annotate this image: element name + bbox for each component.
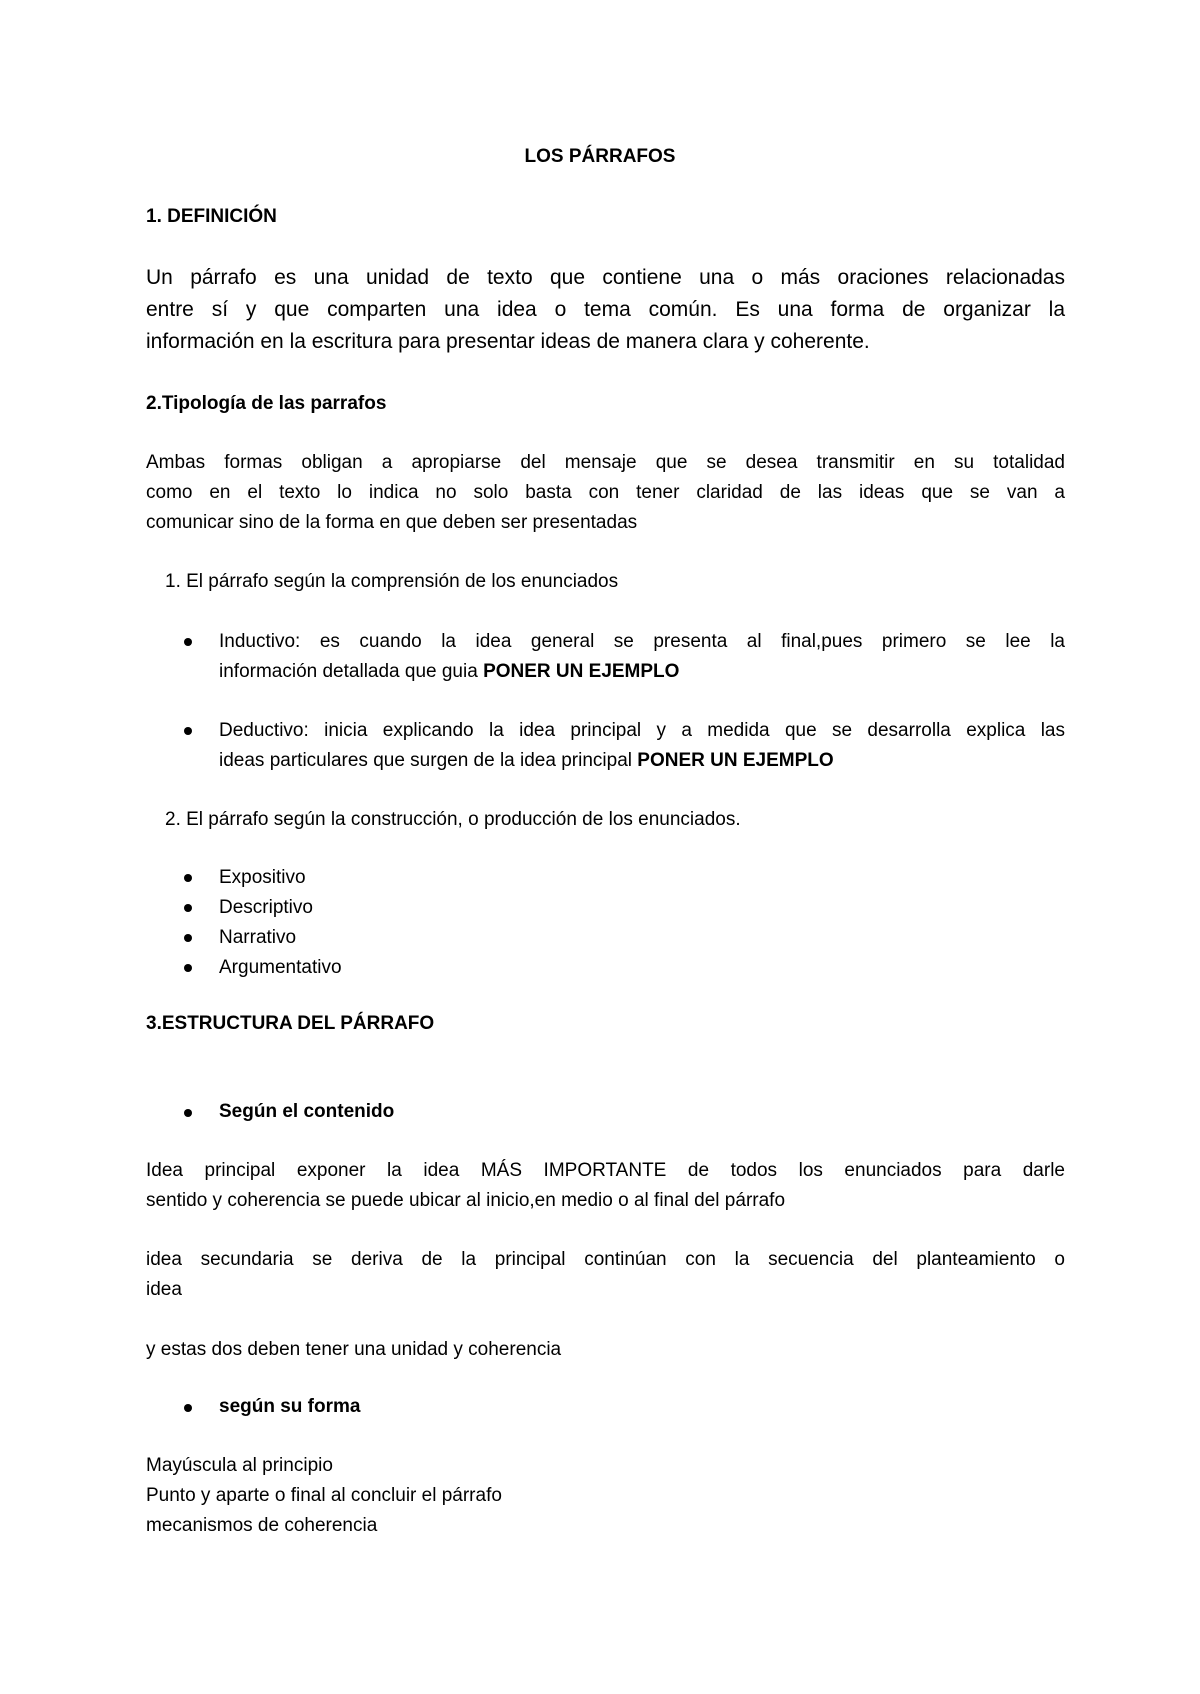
paragraph-line: como en el texto lo indica no solo basta con tener claridad de las ideas que se van a [146, 482, 1065, 503]
paragraph-line: Ambas formas obligan a apropiarse del mensaje que se desea transmitir en su totalidad [146, 452, 1065, 473]
page-title: LOS PÁRRAFOS [524, 146, 676, 167]
bullet-icon [184, 964, 192, 972]
paragraph-line: sentido y coherencia se puede ubicar al inicio,en medio o al final del párrafo [146, 1190, 786, 1211]
idea-principal-paragraph [146, 1156, 1065, 1216]
paragraph-line: Un párrafo es una unidad de texto que contiene una o más oraciones relacionadas [146, 266, 1065, 289]
list-item-narrativo: Narrativo [219, 927, 297, 948]
bullet-icon [184, 934, 192, 942]
paragraph-line: entre sí y que comparten una idea o tema común. Es una forma de organizar la [146, 298, 1065, 321]
paragraph-line: comunicar sino de la forma en que deben ser presentadas [146, 512, 638, 533]
section-heading-definicion: 1. DEFINICIÓN [146, 206, 277, 227]
paragraph-line: Idea principal exponer la idea MÁS IMPORTANTE de todos los enunciados para darle [146, 1160, 1065, 1181]
definition-paragraph [146, 262, 1065, 358]
tipologia-intro-paragraph [146, 448, 1065, 538]
numbered-item-1: 1. El párrafo según la comprensión de los enunciados [165, 571, 619, 592]
bullet-line [219, 746, 1065, 776]
forma-line: mecanismos de coherencia [146, 1515, 378, 1536]
bullet-text: información detallada que guia [219, 661, 484, 682]
bold-note: PONER UN EJEMPLO [483, 661, 680, 682]
bullet-icon [184, 904, 192, 912]
forma-line: Punto y aparte o final al concluir el párrafo [146, 1485, 502, 1506]
bold-note: PONER UN EJEMPLO [637, 750, 834, 771]
idea-secundaria-paragraph [146, 1245, 1065, 1305]
list-item-expositivo: Expositivo [219, 867, 306, 888]
bullet-inductivo [219, 627, 1065, 687]
bullet-line [219, 657, 1065, 687]
bullet-text: ideas particulares que surgen de la idea principal [219, 750, 638, 771]
bullet-line: Inductivo: es cuando la idea general se presenta al final,pues primero se lee la [219, 631, 1065, 652]
list-item-descriptivo: Descriptivo [219, 897, 313, 918]
paragraph-line: información en la escritura para presentar ideas de manera clara y coherente. [146, 330, 870, 353]
bullet-deductivo [219, 716, 1065, 776]
bullet-icon [184, 1404, 192, 1412]
bullet-icon [184, 1109, 192, 1117]
paragraph-line: idea [146, 1279, 182, 1300]
bullet-icon [184, 727, 192, 735]
bullet-icon [184, 874, 192, 882]
list-item-argumentativo: Argumentativo [219, 957, 342, 978]
subheading-contenido: Según el contenido [219, 1101, 395, 1122]
section-heading-tipologia: 2.Tipología de las parrafos [146, 393, 387, 414]
bullet-icon [184, 638, 192, 646]
section-heading-estructura: 3.ESTRUCTURA DEL PÁRRAFO [146, 1013, 435, 1034]
forma-line: Mayúscula al principio [146, 1455, 333, 1476]
numbered-item-2: 2. El párrafo según la construcción, o producción de los enunciados. [165, 809, 741, 830]
paragraph-line: idea secundaria se deriva de la principal continúan con la secuencia del planteamiento o [146, 1249, 1065, 1270]
bullet-line: Deductivo: inicia explicando la idea principal y a medida que se desarrolla explica las [219, 720, 1065, 741]
subheading-forma: según su forma [219, 1396, 361, 1417]
unidad-paragraph: y estas dos deben tener una unidad y coherencia [146, 1339, 562, 1360]
